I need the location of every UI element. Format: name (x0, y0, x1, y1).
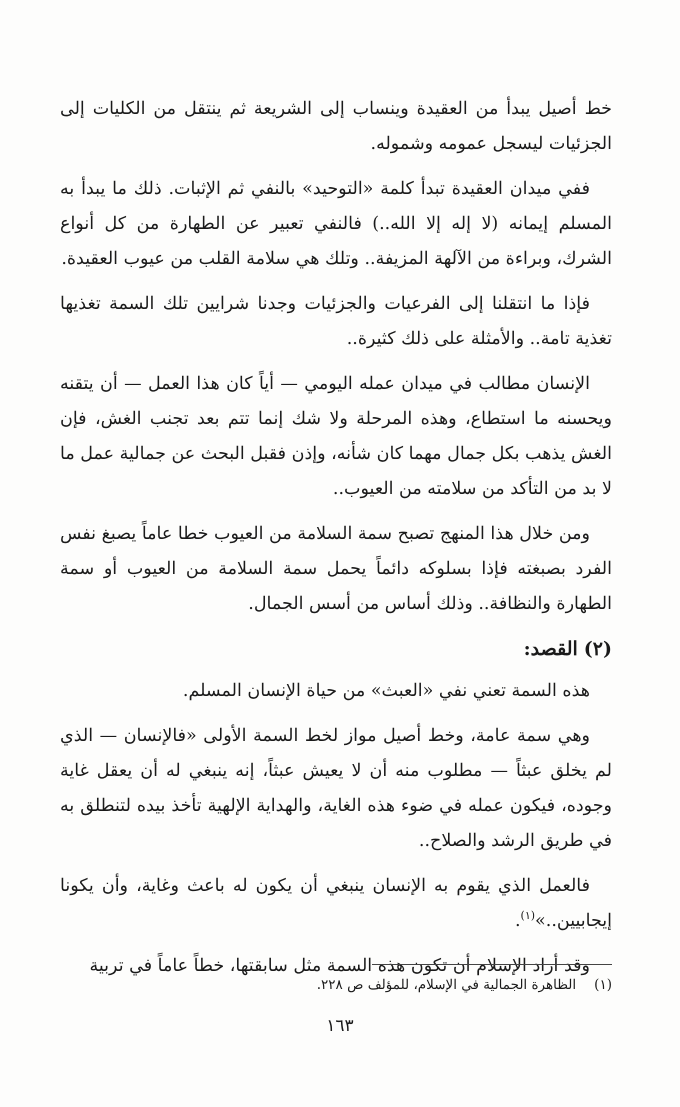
footnote-number: (١) (594, 977, 612, 993)
footnote-divider (372, 964, 612, 965)
paragraph-2: ففي ميدان العقيدة تبدأ كلمة «التوحيد» بالنفي ثم الإثبات. ذلك ما يبدأ به المسلم إيمانه (لا إله إلا الله..) فالنفي تعبير عن الطهارة من كل أنواع الشرك، وبراءة من الآلهة المزيفة.. وتلك هي سلامة القلب من عيوب العقيدة. (60, 179, 612, 269)
paragraph-3: فإذا ما انتقلنا إلى الفرعيات والجزئيات وجدنا شرايين تلك السمة تغذيها تغذية تامة.. والأمثلة على ذلك كثيرة.. (60, 294, 612, 349)
section-heading (60, 632, 612, 666)
paragraph-1: خط أصيل يبدأ من العقيدة وينساب إلى الشريعة ثم ينتقل من الكليات إلى الجزئيات ليسجل عمومه وشموله. (60, 99, 612, 154)
section-heading-number: (٢) (583, 638, 612, 660)
paragraph-8: فالعمل الذي يقوم به الإنسان ينبغي أن يكون له باعث وغاية، وأن يكونا إيجابيين..»$^{(١)}$. (60, 876, 612, 931)
paragraph-4: الإنسان مطالب في ميدان عمله اليومي — أياً كان هذا العمل — أن يتقنه ويحسنه ما استطاع، وهذه المرحلة ولا شك إنما تتم بعد تجنب الغش، فإن الغش يذهب بكل جمال مهما كان شأنه، وإذن فقبل البحث عن جمالية عمل ما لا بد من التأكد من سلامته من العيوب.. (59, 374, 612, 499)
section-heading-title: القصد: (523, 638, 578, 660)
paragraph-7: وهي سمة عامة، وخط أصيل مواز لخط السمة الأولى «فالإنسان — الذي لم يخلق عبثاً — مطلوب منه أن لا يعيش عبثاً، إنه ينبغي له أن يعقل غاية وجوده، فيكون عمله في ضوء هذه الغاية، والهداية الإلهية تأخذ بيده لتنطلق به في طريق الرشد والصلاح.. (60, 726, 612, 851)
paragraph-6: هذه السمة تعني نفي «العبث» من حياة الإنسان المسلم. (182, 681, 590, 701)
footnote-text: الظاهرة الجمالية في الإسلام، للمؤلف ص ٢٢٨. (316, 977, 577, 993)
footnote-reference: (١) (520, 909, 536, 923)
page-body (60, 92, 612, 994)
footnote (60, 972, 612, 998)
paragraph-9: وقد أراد الإسلام أن تكون هذه السمة مثل سابقتها، خطاً عاماً في تربية (89, 956, 590, 976)
paragraph-8-text: فالعمل الذي يقوم به الإنسان ينبغي أن يكون له باعث وغاية، وأن يكونا إيجابيين..» (60, 876, 612, 931)
paragraph-5: ومن خلال هذا المنهج تصبح سمة السلامة من العيوب خطا عاماً يصبغ نفس الفرد بصبغته فإذا بسلوكه دائماً يحمل سمة السلامة من العيوب أو سمة الطهارة والنظافة.. وذلك أساس من أسس الجمال. (60, 524, 612, 614)
page-number: ١٦٣ (326, 1016, 354, 1036)
